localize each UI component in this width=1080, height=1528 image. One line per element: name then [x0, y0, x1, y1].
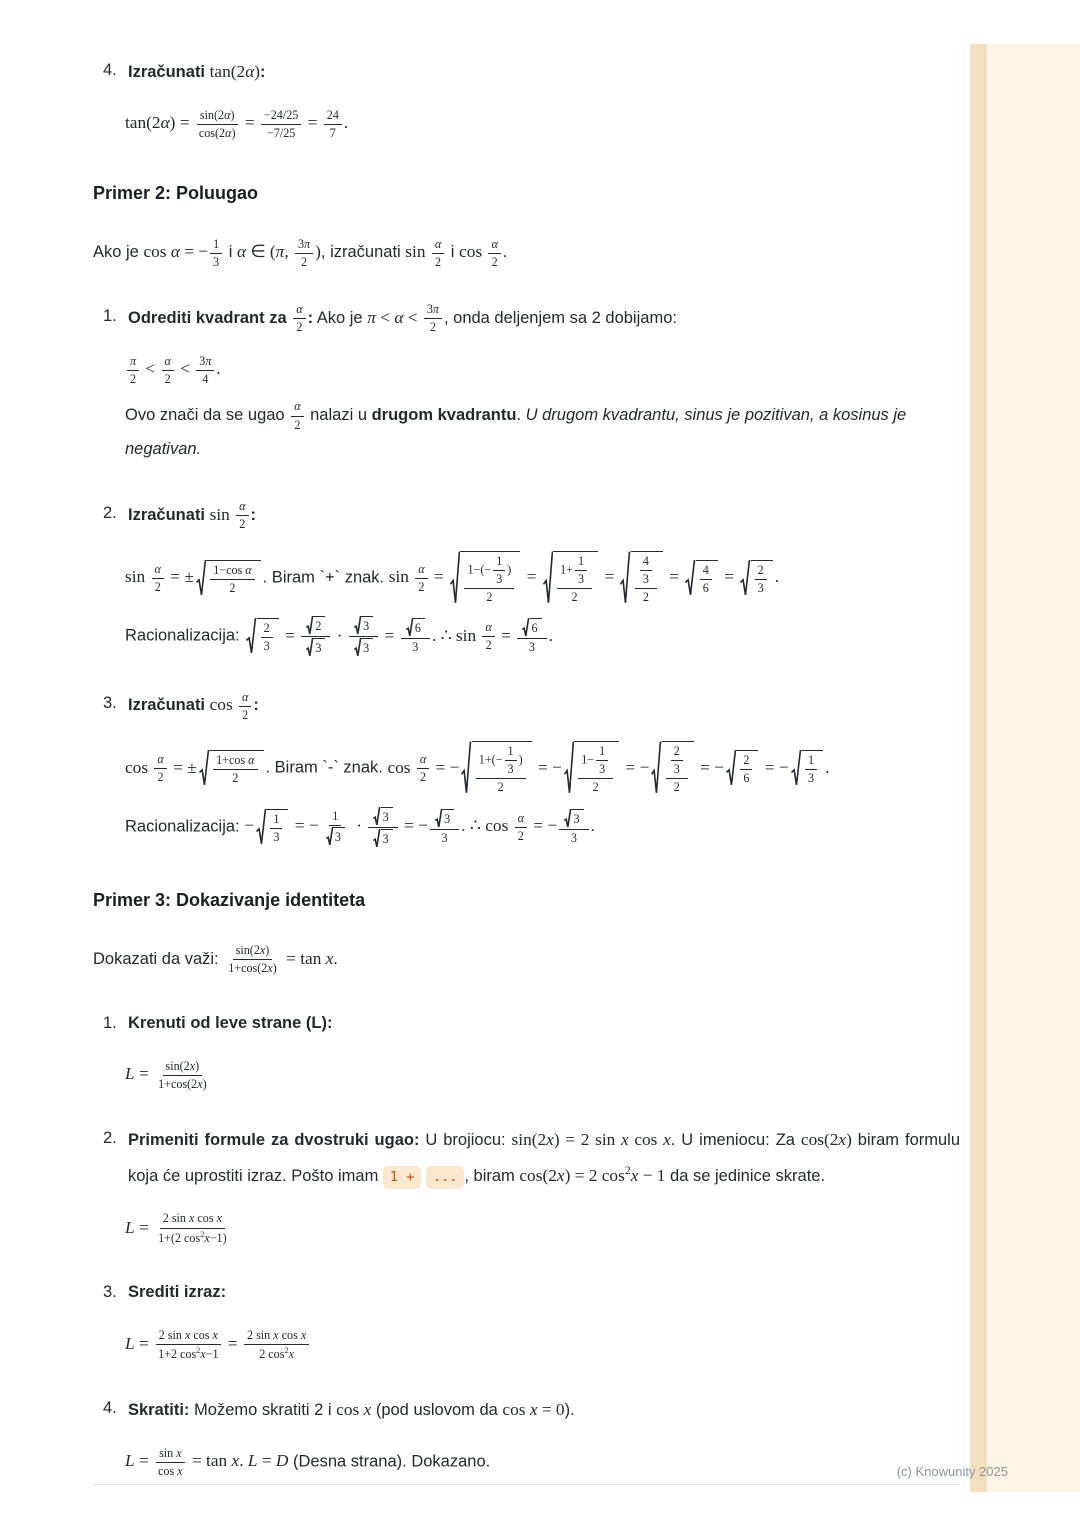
radical-sign-icon	[246, 618, 256, 655]
inline-math: sin $\frac{\alpha}{2}$ = 1−(− $\frac{1}{3}$ ) 2 = 1+ $\frac{1}{3}$ 2 = $\frac{\frac{4}{3}}{2}$ = $\frac{4}{6}$ = $\frac{2}{3}$ .	[389, 567, 779, 586]
radical-sign-icon	[256, 809, 266, 846]
heading-primer-2: Primer 2: Poluugao	[93, 183, 259, 204]
list-item-izracunati-sin	[93, 497, 960, 533]
heading-primer-3: Primer 3: Dokazivanje identiteta	[93, 889, 366, 910]
radical-sign-icon	[651, 741, 661, 796]
inline-math: $\frac{\sin(2x)}{1+\cos(2x)}$ = tan x.	[228, 943, 338, 976]
inline-math: cos(2x)	[800, 1129, 852, 1149]
list-item-text: Izračunati tan(2α):	[128, 62, 266, 81]
inline-math: sin $\frac{\alpha}{2}$	[405, 242, 446, 261]
list-item-text: Skratiti: Možemo skratiti 2 i cos x (pod uslovom da cos x = 0).	[128, 1399, 575, 1419]
list-item-text: Odrediti kvadrant za $\frac{\alpha}{2}$ : Ako je π < α < $\frac{3\pi}{2}$ , onda deljenjem sa 2 dobijamo:	[128, 302, 677, 335]
radical-sign-icon	[564, 809, 571, 828]
radical-sign-icon	[522, 618, 529, 637]
radical-sign-icon	[326, 827, 333, 846]
list-marker: 4.	[103, 1398, 117, 1417]
inline-math: L = $\frac{\sin(2x)}{1+\cos(2x)}$	[125, 1058, 207, 1091]
radical-sign-icon	[450, 551, 460, 606]
paragraph-primer2-intro: Ako je cos α = − $\frac{1}{3}$ i α ∈ (π, $\frac{3\pi}{2}$ ), izračunati sin $\frac{\alpha}{2}$ i cos $\frac{\alpha}{2}$ .	[93, 236, 508, 269]
radical-sign-icon	[564, 741, 574, 796]
footer-divider	[93, 1484, 960, 1485]
radical-sign-icon	[199, 750, 209, 787]
radical-sign-icon	[435, 809, 442, 828]
inline-math: cos x	[336, 1399, 372, 1419]
radical-sign-icon	[354, 638, 361, 657]
inline-math: α ∈ (π, $\frac{3\pi}{2}$ )	[237, 236, 321, 269]
formula-sin-poluugao: sin $\frac{\alpha}{2}$ = ± $\frac{\text{1−cos α}}{2}$ . Biram `+` znak. sin $\frac{\alpha}{2}$ = 1−(− $\frac{1}{3}$ ) 2 = 1+ $\frac{1}{3}$ 2 = $\frac{\frac{4}{3}}{2}$ = $\frac{4}{6}$ = $\frac{2}{3}$ .	[125, 551, 960, 606]
list-item-srediti-izraz	[93, 1276, 960, 1310]
radical-sign-icon	[461, 741, 471, 796]
list-item-izracunati-tan2a	[93, 54, 960, 90]
inline-math: L = $\frac{\text{sin x}}{\text{cos x}}$ = tan x. L = D	[125, 1445, 289, 1478]
list-item-izracunati-cos	[93, 687, 960, 723]
radical-sign-icon	[543, 551, 553, 606]
formula-kvadrant-nejednakost	[125, 354, 960, 387]
list-marker: 2.	[103, 1128, 117, 1147]
inline-math: L = $\frac{\text{2 sin x cos x}}{1+2 \cos^2x-1}$ = $\frac{\text{2 sin x cos x}}{2 \cos^2x}$	[125, 1334, 311, 1353]
formula-dokaz-zavrsen: L = $\frac{\text{sin x}}{\text{cos x}}$ = tan x. L = D (Desna strana). Dokazano.	[125, 1445, 491, 1478]
radical-sign-icon	[354, 616, 361, 635]
paragraph-primer3-intro: Dokazati da važi: $\frac{\sin(2x)}{1+\cos(2x)}$ = tan x.	[93, 943, 338, 976]
inline-math: π < α < $\frac{3\pi}{2}$	[367, 308, 444, 327]
inline-math: sin(2x) = 2 sin x cos x	[511, 1129, 671, 1149]
inline-math: cos(2x) = 2 $\cos^2x - 1$	[519, 1163, 666, 1185]
inline-math: $\frac{\alpha}{2}$	[291, 308, 307, 327]
inline-math: $\frac{\alpha}{2}$	[289, 405, 305, 424]
inline-math: L = $\frac{\text{2 sin x cos x}}{1+(2 \cos^2x-1)}$	[125, 1211, 227, 1245]
list-item-odrediti-kvadrant	[93, 300, 960, 336]
list-marker: 1.	[103, 1013, 117, 1032]
list-marker: 4.	[103, 61, 117, 79]
inline-math: tan(2α) = $\frac{\sin(2\alpha)}{\cos(2\alpha)}$ = $\frac{-24/25}{-7/25}$ = $\frac{24}{7}$ .	[125, 107, 349, 140]
radical-sign-icon	[740, 560, 750, 597]
list-item-krenuti-leva-strana	[93, 1007, 960, 1041]
formula-tan-2alpha	[125, 108, 960, 141]
formula-leva-strana	[125, 1059, 960, 1092]
inline-math: sin $\frac{\alpha}{2}$ = ± $\frac{\text{1−cos α}}{2}$	[125, 567, 263, 586]
formula-cos-poluugao: cos $\frac{\alpha}{2}$ = ± $\frac{\text{1+cos α}}{2}$ . Biram `-` znak. cos $\frac{\alpha}{2}$ = − 1+(− $\frac{1}{3}$ ) 2 = − 1− $\frac{1}{3}$ 2 = − $\frac{\frac{2}{3}}{2}$ = − $\frac{2}{6}$ = − $\frac{1}{3}$ .	[125, 741, 960, 796]
radical-sign-icon	[196, 560, 206, 597]
radical-sign-icon	[406, 618, 413, 637]
radical-sign-icon	[306, 638, 313, 657]
radical-sign-icon	[726, 750, 736, 787]
inline-math: cos $\frac{\alpha}{2}$ = ± $\frac{\text{1+cos α}}{2}$	[125, 758, 266, 777]
radical-sign-icon	[685, 560, 695, 597]
copyright-watermark: (c) Knowunity 2025	[896, 1464, 1008, 1479]
note-racionalizacija-cos: Racionalizacija: − $\frac{1}{3}$ = − $\frac{1}{3}$ · $\frac{3}{3}$ = − $\frac{3}{3}$ . ∴ cos $\frac{\alpha}{2}$ = − $\frac{3}{3}$ .	[125, 807, 960, 848]
note-racionalizacija-sin: Racionalizacija: $\frac{2}{3}$ = $\frac{2}{3}$ · $\frac{3}{3}$ = $\frac{6}{3}$ . ∴ sin $\frac{\alpha}{2}$ = $\frac{6}{3}$ .	[125, 616, 960, 657]
list-item-skratiti	[93, 1392, 960, 1428]
inline-math: $\frac{2}{3}$ = $\frac{2}{3}$ · $\frac{3}{3}$ = $\frac{6}{3}$ . ∴ sin $\frac{\alpha}{2}$ = $\frac{6}{3}$ .	[244, 626, 553, 645]
inline-math: $\frac{\pi}{2}$ < $\frac{\alpha}{2}$ < $\frac{3\pi}{4}$ .	[125, 359, 221, 378]
list-item-text: Izračunati cos $\frac{\alpha}{2}$ :	[128, 689, 259, 722]
radical-sign-icon	[373, 829, 380, 848]
inline-math: cos x = 0	[502, 1399, 565, 1419]
inline-math: cos α = − $\frac{1}{3}$	[143, 242, 224, 261]
formula-sredjen-izraz	[125, 1328, 960, 1362]
list-item-text: Srediti izraz:	[128, 1282, 227, 1301]
formula-dvostruki-ugao	[125, 1211, 960, 1245]
list-marker: 3.	[103, 694, 117, 713]
inline-code-chip: ...	[426, 1166, 464, 1190]
list-item-text: Primeniti formule za dvostruki ugao: U brojiocu: sin(2x) = 2 sin x cos x. U imeniocu: Za cos(2x) biram formulu koja će uprostiti izraz. Pošto imam 1 + ... , biram cos(2x) = 2 $\cos^2x - 1$ da se jedinice skrate.	[128, 1122, 960, 1194]
radical-sign-icon	[373, 807, 380, 826]
radical-sign-icon	[620, 551, 630, 606]
note-drugi-kvadrant: Ovo znači da se ugao $\frac{\alpha}{2}$ nalazi u drugom kvadrantu. U drugom kvadrantu, sinus je pozitivan, a kosinus je negativan.	[125, 399, 907, 458]
list-marker: 3.	[103, 1282, 117, 1301]
list-item-primeniti-formule	[93, 1122, 960, 1194]
inline-math: cos $\frac{\alpha}{2}$	[210, 695, 254, 714]
inline-code-chip: 1 +	[383, 1166, 421, 1190]
inline-math: cos $\frac{\alpha}{2}$ = − 1+(− $\frac{1}{3}$ ) 2 = − 1− $\frac{1}{3}$ 2 = − $\frac{\frac{2}{3}}{2}$ = − $\frac{2}{6}$ = − $\frac{1}{3}$ .	[387, 758, 829, 777]
inline-math: tan(2α)	[209, 62, 261, 81]
inline-math: − $\frac{1}{3}$ = − $\frac{1}{3}$ · $\frac{3}{3}$ = − $\frac{3}{3}$ . ∴ cos $\frac{\alpha}{2}$ = − $\frac{3}{3}$ .	[244, 816, 595, 835]
inline-math: cos $\frac{\alpha}{2}$	[459, 242, 503, 261]
list-item-text: Krenuti od leve strane (L):	[128, 1013, 333, 1032]
list-item-text: Izračunati sin $\frac{\alpha}{2}$ :	[128, 499, 257, 532]
list-marker: 1.	[103, 306, 117, 325]
radical-sign-icon	[306, 616, 313, 635]
inline-math: sin $\frac{\alpha}{2}$	[210, 505, 251, 524]
list-marker: 2.	[103, 503, 117, 522]
radical-sign-icon	[791, 750, 801, 787]
